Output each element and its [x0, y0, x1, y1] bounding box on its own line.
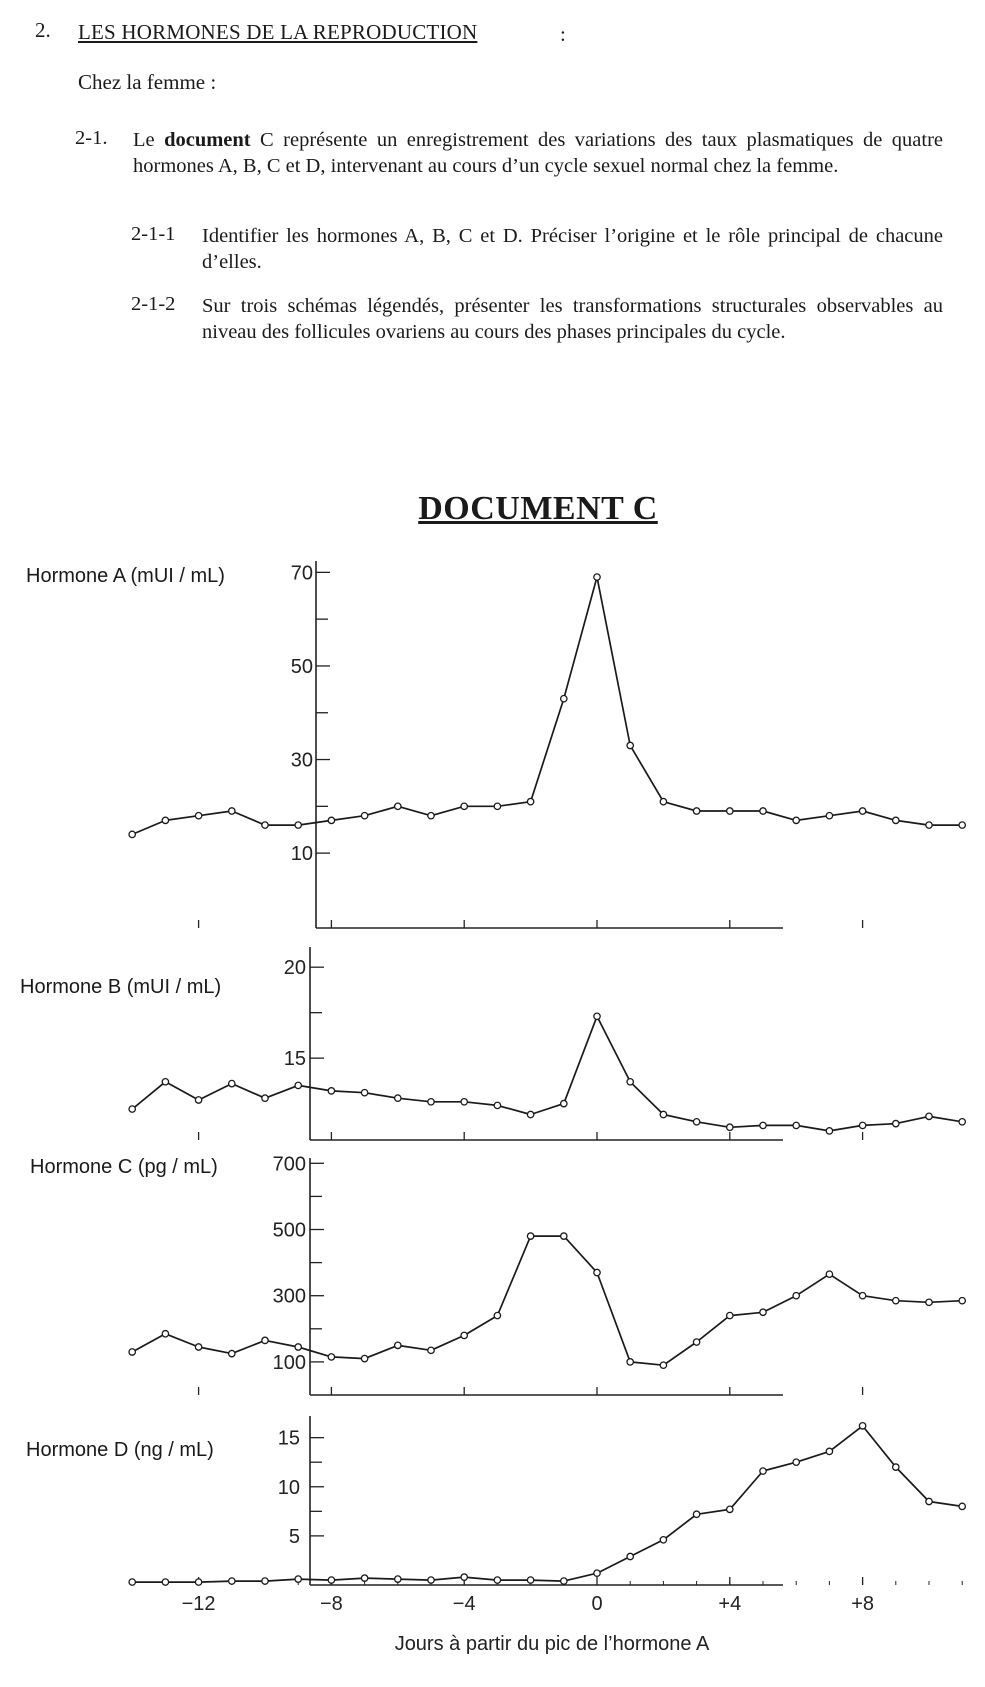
x-tick-label: +8	[851, 1593, 875, 1615]
data-point	[826, 1271, 832, 1277]
section-title: LES HORMONES DE LA REPRODUCTION	[78, 20, 478, 44]
data-point	[262, 1337, 268, 1343]
series-line	[132, 1236, 962, 1365]
data-point	[859, 1122, 865, 1128]
data-point	[428, 1099, 434, 1105]
data-point	[229, 1080, 235, 1086]
y-tick-label: 700	[272, 1153, 306, 1176]
data-point	[461, 1099, 467, 1105]
question-text: Sur trois schémas légendés, présenter les transformations structurales observables au niveau des follicules ovariens au cours des phases principales du cycle.	[202, 295, 943, 343]
y-tick-label: 5	[288, 1525, 300, 1548]
data-point	[361, 1090, 367, 1096]
data-point	[826, 812, 832, 818]
data-point	[693, 1511, 699, 1517]
data-point	[760, 808, 766, 814]
data-point	[361, 812, 367, 818]
series-line	[132, 577, 962, 834]
data-point	[129, 831, 135, 837]
question-number: 2-1.	[75, 127, 108, 149]
data-point	[627, 1553, 633, 1559]
data-point	[959, 1119, 965, 1125]
data-point	[395, 1342, 401, 1348]
data-point	[859, 808, 865, 814]
data-point	[760, 1122, 766, 1128]
data-point	[395, 1576, 401, 1582]
data-point	[693, 1119, 699, 1125]
data-point	[561, 1233, 567, 1239]
data-point	[627, 742, 633, 748]
data-point	[527, 1577, 533, 1583]
data-point	[594, 574, 600, 580]
data-point	[428, 1577, 434, 1583]
data-point	[660, 1537, 666, 1543]
data-point	[195, 812, 201, 818]
data-point	[295, 1344, 301, 1350]
data-point	[295, 822, 301, 828]
data-point	[129, 1349, 135, 1355]
x-tick-label: −4	[452, 1593, 476, 1615]
data-point	[229, 1350, 235, 1356]
data-point	[195, 1344, 201, 1350]
data-point	[461, 1574, 467, 1580]
data-point	[361, 1355, 367, 1361]
data-point	[428, 1347, 434, 1353]
question-number: 2-1-2	[131, 293, 176, 315]
data-point	[129, 1106, 135, 1112]
data-point	[162, 1579, 168, 1585]
data-point	[561, 1100, 567, 1106]
document-title: DOCUMENT C	[418, 490, 658, 527]
data-point	[727, 808, 733, 814]
data-point	[561, 696, 567, 702]
hormone-d-label: Hormone D (ng / mL)	[26, 1439, 214, 1461]
data-point	[527, 798, 533, 804]
y-tick-label: 15	[283, 1048, 306, 1071]
x-tick-label: +4	[718, 1593, 742, 1615]
question-number: 2-1-1	[131, 223, 176, 245]
data-point	[793, 817, 799, 823]
data-point	[195, 1579, 201, 1585]
data-point	[826, 1128, 832, 1134]
data-point	[693, 808, 699, 814]
data-point	[893, 1297, 899, 1303]
hormone-c-label: Hormone C (pg / mL)	[30, 1156, 218, 1178]
data-point	[395, 1095, 401, 1101]
data-point	[793, 1459, 799, 1465]
data-point	[893, 1120, 899, 1126]
data-point	[262, 1095, 268, 1101]
data-point	[727, 1124, 733, 1130]
data-point	[926, 822, 932, 828]
x-tick-label: 0	[591, 1593, 603, 1615]
data-point	[693, 1339, 699, 1345]
data-point	[727, 1312, 733, 1318]
series-line	[132, 1016, 962, 1131]
data-point	[527, 1233, 533, 1239]
question-text: Identifier les hormones A, B, C et D. Préciser l’origine et le rôle principal de chacune d’elles.	[202, 225, 943, 273]
data-point	[561, 1578, 567, 1584]
y-tick-label: 500	[272, 1219, 306, 1242]
subtitle: Chez la femme :	[78, 70, 217, 94]
data-point	[926, 1299, 932, 1305]
data-point	[461, 803, 467, 809]
question-text-prefix: Le	[133, 129, 165, 151]
question-text-bold: document	[164, 129, 251, 151]
data-point	[295, 1576, 301, 1582]
data-point	[328, 1577, 334, 1583]
y-tick-label: 50	[290, 655, 313, 678]
hormone-a-label: Hormone A (mUI / mL)	[26, 565, 225, 587]
data-point	[162, 1079, 168, 1085]
data-point	[295, 1082, 301, 1088]
data-point	[660, 798, 666, 804]
data-point	[594, 1269, 600, 1275]
x-tick-label: −8	[319, 1593, 343, 1615]
series-line	[132, 1426, 962, 1582]
data-point	[959, 822, 965, 828]
data-point	[893, 1464, 899, 1470]
data-point	[262, 822, 268, 828]
section-number: 2.	[35, 18, 51, 42]
x-tick-label: −12	[181, 1593, 216, 1615]
data-point	[660, 1111, 666, 1117]
hormone-b-label: Hormone B (mUI / mL)	[20, 976, 222, 998]
data-point	[527, 1111, 533, 1117]
data-point	[428, 812, 434, 818]
data-point	[195, 1097, 201, 1103]
data-point	[627, 1359, 633, 1365]
data-point	[262, 1578, 268, 1584]
data-point	[494, 1102, 500, 1108]
y-tick-label: 30	[290, 749, 313, 772]
y-tick-label: 15	[277, 1427, 300, 1450]
section-colon: :	[560, 22, 566, 46]
data-point	[793, 1122, 799, 1128]
data-point	[793, 1293, 799, 1299]
data-point	[627, 1079, 633, 1085]
data-point	[893, 817, 899, 823]
data-point	[328, 1088, 334, 1094]
data-point	[959, 1503, 965, 1509]
data-point	[859, 1423, 865, 1429]
y-tick-label: 300	[272, 1285, 306, 1308]
data-point	[926, 1498, 932, 1504]
data-point	[727, 1506, 733, 1512]
y-tick-label: 10	[277, 1476, 300, 1499]
data-point	[859, 1293, 865, 1299]
data-point	[162, 817, 168, 823]
data-point	[959, 1297, 965, 1303]
data-point	[162, 1331, 168, 1337]
data-point	[229, 808, 235, 814]
data-point	[328, 817, 334, 823]
question-text-rest: C représente un enregistrement des variations des taux plasmatiques de quatre hormones A, B, C et D, intervenant au cours d’un cycle sexuel normal chez la femme.	[133, 129, 943, 177]
y-tick-label: 70	[290, 562, 313, 585]
data-point	[494, 1312, 500, 1318]
data-point	[361, 1575, 367, 1581]
data-point	[494, 803, 500, 809]
data-point	[926, 1113, 932, 1119]
y-tick-label: 20	[283, 957, 306, 980]
data-point	[660, 1362, 666, 1368]
data-point	[461, 1332, 467, 1338]
data-point	[494, 1577, 500, 1583]
y-tick-label: 10	[290, 843, 313, 866]
data-point	[395, 803, 401, 809]
y-tick-label: 100	[272, 1351, 306, 1374]
data-point	[760, 1468, 766, 1474]
data-point	[594, 1570, 600, 1576]
data-point	[826, 1448, 832, 1454]
data-point	[129, 1579, 135, 1585]
data-point	[594, 1013, 600, 1019]
data-point	[760, 1309, 766, 1315]
data-point	[328, 1354, 334, 1360]
x-axis-label: Jours à partir du pic de l’hormone A	[394, 1633, 710, 1655]
data-point	[229, 1578, 235, 1584]
